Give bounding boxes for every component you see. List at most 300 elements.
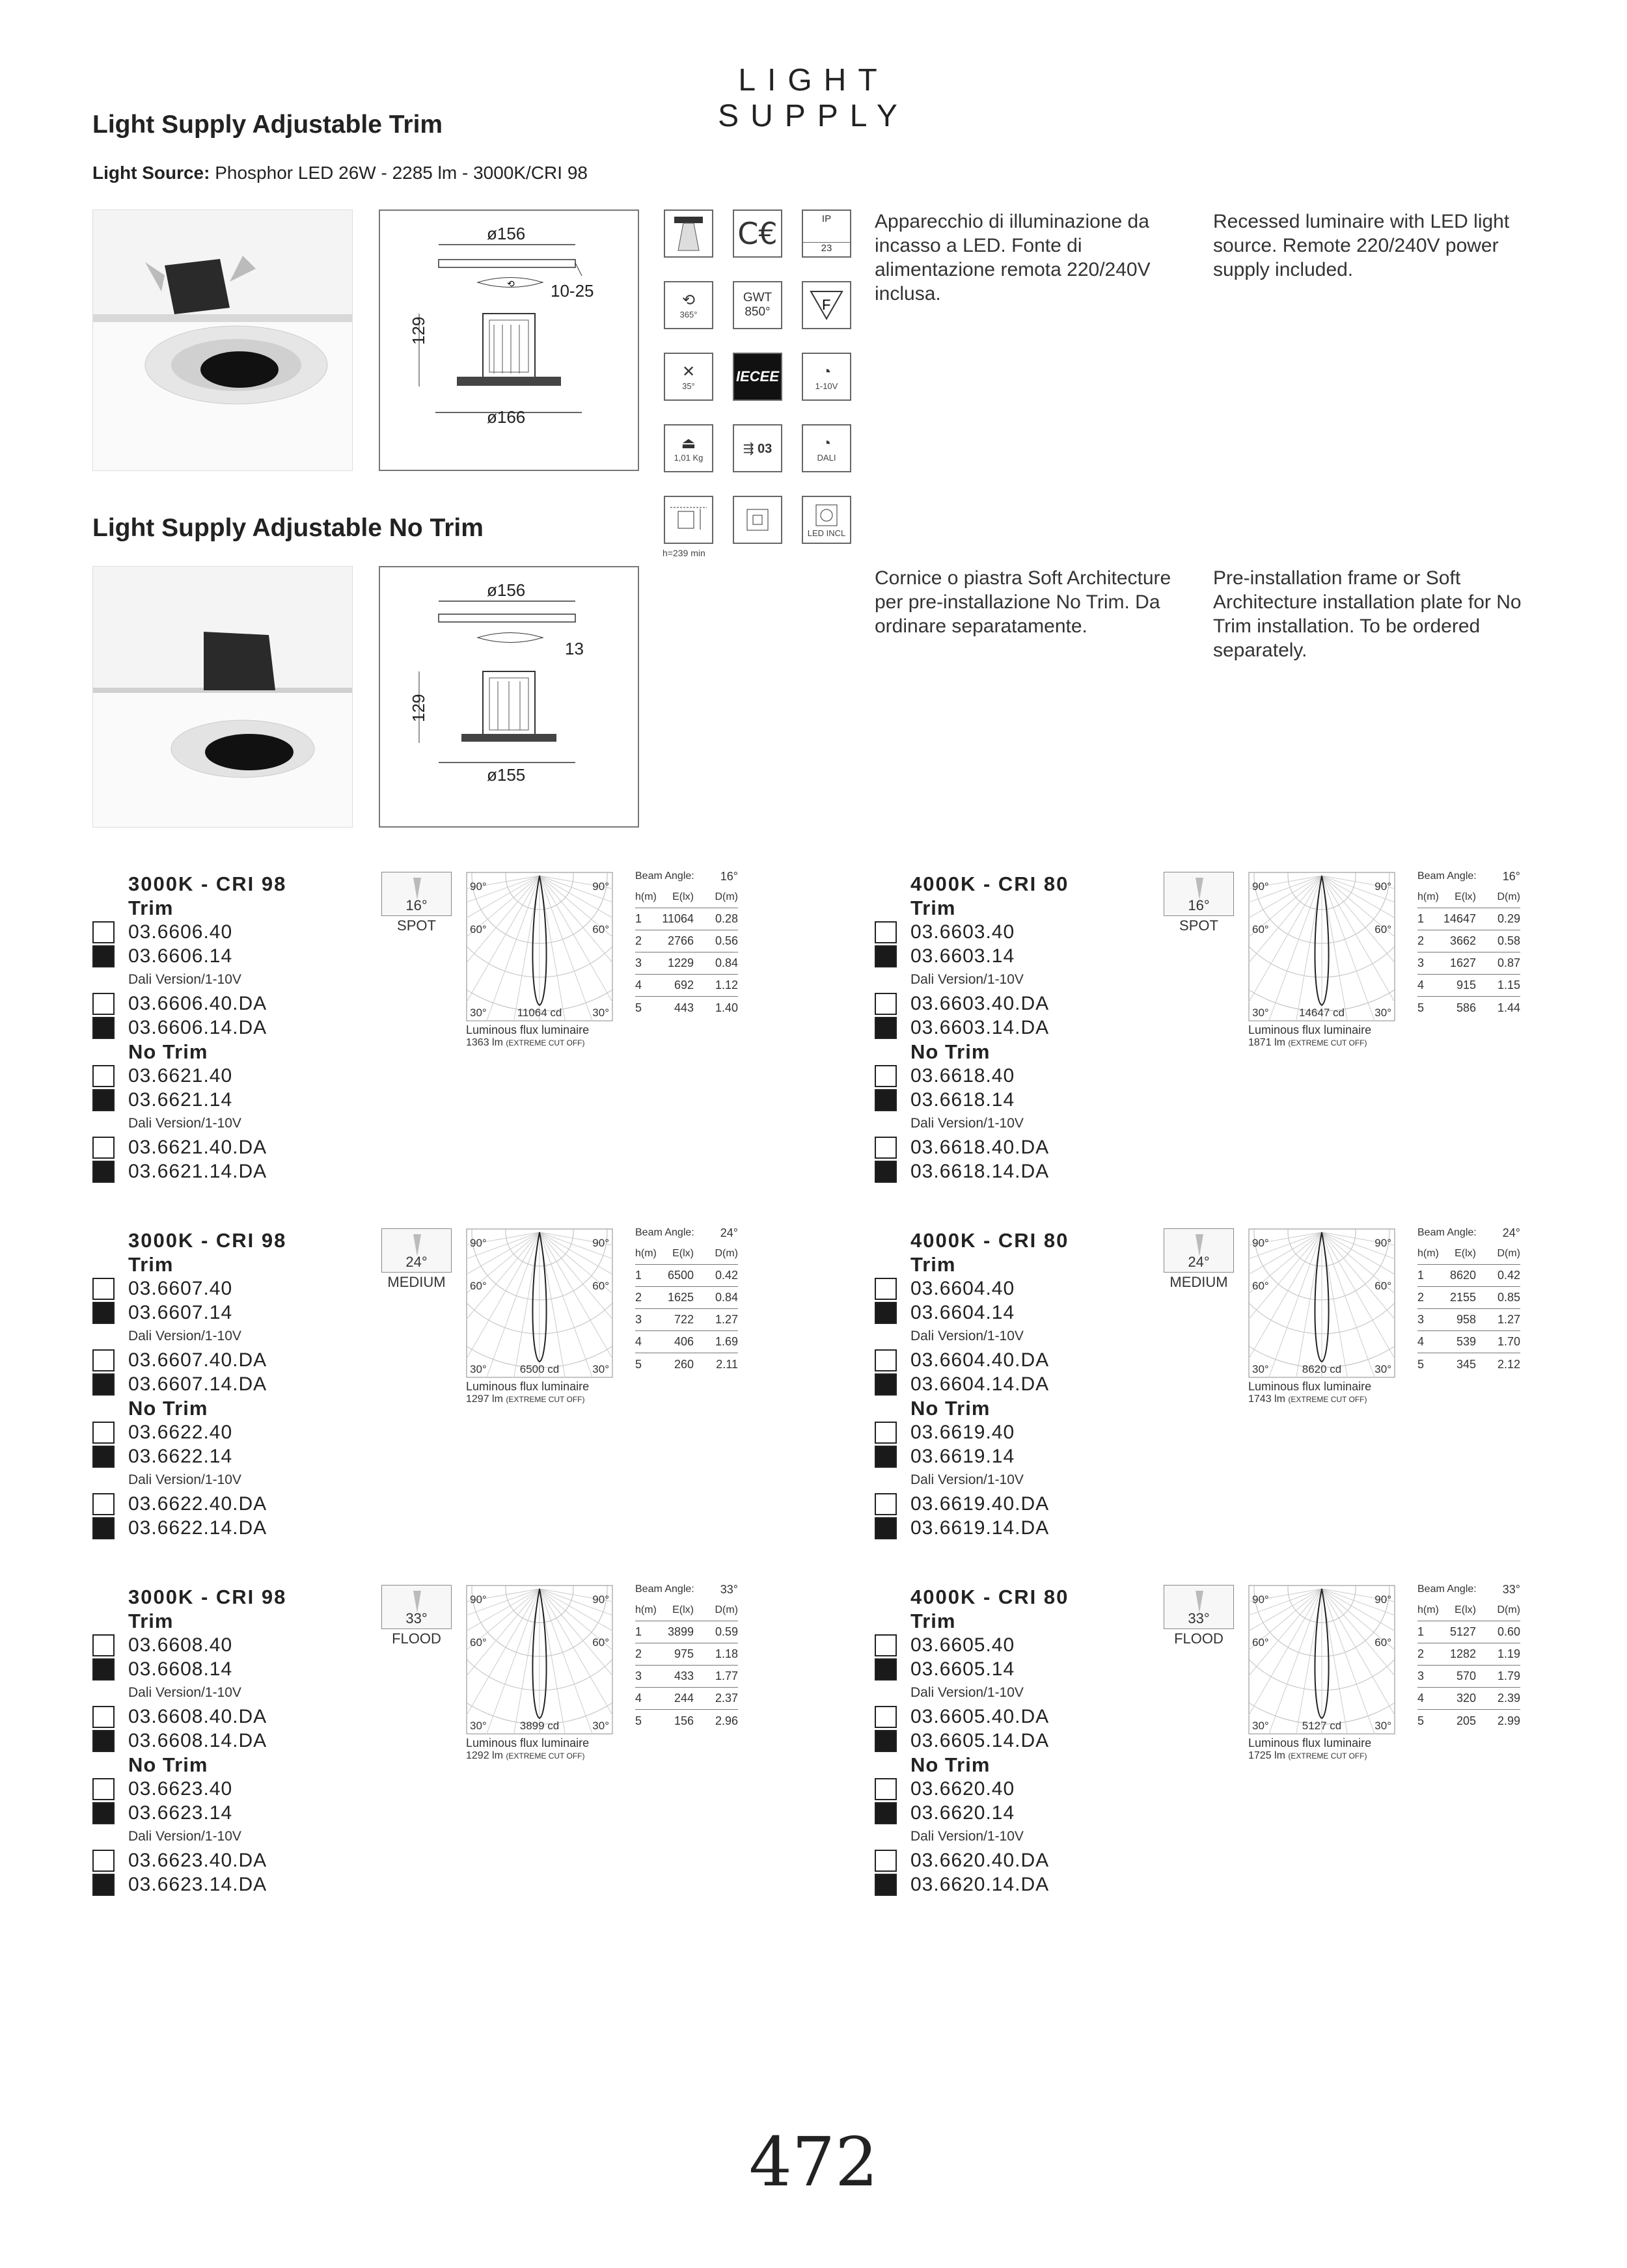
beam-cone-icon xyxy=(381,1228,452,1273)
table-row xyxy=(635,1353,738,1375)
product-code: 03.6618.40.DA xyxy=(910,1136,1050,1158)
table-cell: 4 xyxy=(1417,979,1425,992)
white-finish-swatch xyxy=(92,1278,115,1300)
svg-text:F: F xyxy=(822,297,831,313)
table-cell: 586 xyxy=(1456,1001,1476,1014)
table-cell: 2 xyxy=(1417,934,1425,947)
product-code-row[interactable] xyxy=(875,1444,1083,1468)
product-code-row[interactable] xyxy=(92,1444,301,1468)
beam-cone-icon xyxy=(1164,1585,1234,1629)
white-finish-swatch xyxy=(92,1634,115,1656)
beam-angle-label: Beam Angle: xyxy=(635,1584,694,1595)
white-finish-swatch xyxy=(92,1065,115,1087)
trim-dim-top: ø156 xyxy=(487,224,526,243)
polar-peak-label: 6500 cd xyxy=(519,1363,560,1375)
color-temp-heading: 4000K - CRI 80 xyxy=(910,872,1069,895)
polar-peak-label: 14647 cd xyxy=(1299,1006,1345,1019)
led-included-caption: LED INCL xyxy=(807,528,846,538)
polar-angle-label: 90° xyxy=(470,880,487,893)
white-finish-swatch xyxy=(92,1137,115,1159)
table-row xyxy=(1417,908,1520,930)
f-mark-icon xyxy=(802,281,851,329)
table-header-cell: h(m) xyxy=(1417,1247,1439,1259)
white-finish-swatch xyxy=(875,1278,897,1300)
photometric-table xyxy=(1417,867,1520,1019)
beam-angle: 33° xyxy=(405,1610,428,1627)
beam-angle-row xyxy=(635,1580,738,1599)
table-cell: 0.85 xyxy=(1497,1291,1520,1304)
black-finish-swatch xyxy=(92,1730,115,1752)
product-code-row[interactable] xyxy=(875,1135,1083,1159)
product-code-row[interactable] xyxy=(92,1420,301,1444)
table-cell: 1 xyxy=(635,912,642,925)
product-code: 03.6623.14 xyxy=(128,1802,233,1824)
product-code-row[interactable] xyxy=(92,1729,301,1753)
polar-angle-label: 30° xyxy=(1252,1720,1269,1732)
flux-value-line xyxy=(466,1394,613,1405)
product-code: 03.6603.40 xyxy=(910,921,1015,943)
black-finish-swatch xyxy=(92,945,115,967)
beam-angle: 24° xyxy=(405,1254,428,1270)
beam-type-label: SPOT xyxy=(397,917,436,934)
table-header-cell: E(lx) xyxy=(672,891,694,902)
product-code-row[interactable] xyxy=(92,1276,301,1301)
table-cell: 2.37 xyxy=(715,1692,738,1705)
black-finish-swatch xyxy=(875,1658,897,1681)
polar-chart xyxy=(466,1228,613,1405)
product-code-row[interactable] xyxy=(92,1348,301,1372)
product-code-row[interactable] xyxy=(875,944,1083,968)
table-cell: 0.59 xyxy=(715,1625,738,1638)
product-code-row[interactable] xyxy=(92,1492,301,1516)
flux-label: Luminous flux luminaire xyxy=(466,1380,590,1393)
table-row xyxy=(1417,1265,1520,1287)
table-cell: 1.18 xyxy=(715,1647,738,1660)
product-code-row[interactable] xyxy=(875,1492,1083,1516)
product-code-row[interactable] xyxy=(875,1777,1083,1801)
product-code: 03.6621.14 xyxy=(128,1088,233,1111)
table-cell: 958 xyxy=(1456,1313,1476,1326)
table-cell: 1.15 xyxy=(1497,979,1520,992)
polar-diagram xyxy=(466,1228,613,1378)
polar-angle-label: 90° xyxy=(592,1237,609,1249)
product-code: 03.6605.14.DA xyxy=(910,1729,1050,1751)
table-header-cell: E(lx) xyxy=(672,1604,694,1615)
table-cell: 1.79 xyxy=(1497,1669,1520,1682)
beam-angle: 24° xyxy=(1188,1254,1210,1270)
flux-value: 1363 lm xyxy=(466,1037,503,1048)
product-code: 03.6605.40.DA xyxy=(910,1705,1050,1727)
product-code-row[interactable] xyxy=(875,1633,1083,1657)
product-code-row[interactable] xyxy=(92,1064,301,1088)
product-code-block xyxy=(875,872,1083,1183)
product-code-row[interactable] xyxy=(92,1159,301,1183)
product-code: 03.6623.40.DA xyxy=(128,1849,267,1871)
product-code-row[interactable] xyxy=(92,1777,301,1801)
product-code-row[interactable] xyxy=(875,1016,1083,1040)
beam-angle-label: Beam Angle: xyxy=(1417,1227,1477,1238)
table-cell: 4 xyxy=(635,1335,642,1348)
trim-dim-height: 129 xyxy=(409,316,428,345)
flux-note: (EXTREME CUT OFF) xyxy=(1288,1395,1367,1404)
product-code-row[interactable] xyxy=(875,920,1083,944)
product-code-row[interactable] xyxy=(875,1801,1083,1825)
product-code-row[interactable] xyxy=(92,1705,301,1729)
white-finish-swatch xyxy=(92,1422,115,1444)
white-finish-swatch xyxy=(875,1850,897,1872)
product-code-row[interactable] xyxy=(875,1516,1083,1540)
table-header-cell: D(m) xyxy=(1497,891,1520,902)
table-cell: 2766 xyxy=(667,934,694,947)
light-source-label: Light Source: xyxy=(92,163,210,183)
tilt-icon: ✕ 35° xyxy=(664,353,713,401)
table-cell: 3 xyxy=(1417,1669,1425,1682)
dali-version-label: Dali Version/1-10V xyxy=(910,1472,1024,1487)
polar-peak-label: 5127 cd xyxy=(1302,1720,1342,1732)
notrim-label: No Trim xyxy=(128,1040,208,1063)
table-row xyxy=(635,930,738,952)
product-code: 03.6608.40.DA xyxy=(128,1705,267,1727)
trim-label: Trim xyxy=(128,1253,174,1276)
flux-label: Luminous flux luminaire xyxy=(1248,1380,1372,1393)
product-code-row[interactable] xyxy=(92,1135,301,1159)
product-code: 03.6606.14.DA xyxy=(128,1016,267,1038)
product-code-row[interactable] xyxy=(92,1372,301,1396)
polar-diagram xyxy=(1248,1585,1395,1735)
polar-angle-label: 30° xyxy=(1252,1363,1269,1375)
table-cell: 975 xyxy=(674,1647,694,1660)
black-finish-swatch xyxy=(875,1161,897,1183)
polar-chart xyxy=(1248,872,1395,1049)
product-code-row[interactable] xyxy=(875,1088,1083,1112)
product-code-row[interactable] xyxy=(92,1657,301,1681)
photometric-table xyxy=(1417,1580,1520,1732)
dimmable-icon: ◔ 1-10V xyxy=(802,353,851,401)
white-finish-swatch xyxy=(875,993,897,1015)
product-code: 03.6622.14.DA xyxy=(128,1517,267,1539)
table-cell: 2.99 xyxy=(1497,1714,1520,1727)
table-cell: 5 xyxy=(1417,1357,1425,1371)
table-header-cell: E(lx) xyxy=(672,1247,694,1259)
product-code: 03.6605.14 xyxy=(910,1658,1015,1680)
table-header-cell: E(lx) xyxy=(1455,1247,1476,1259)
table-cell: 1.44 xyxy=(1497,1001,1520,1014)
product-code-row[interactable] xyxy=(875,1348,1083,1372)
product-code: 03.6606.40.DA xyxy=(128,992,267,1014)
product-code: 03.6604.40.DA xyxy=(910,1349,1050,1371)
table-cell: 4 xyxy=(1417,1335,1425,1348)
table-row xyxy=(1417,975,1520,997)
product-code: 03.6619.40 xyxy=(910,1421,1015,1443)
table-row xyxy=(1417,1309,1520,1331)
flux-note: (EXTREME CUT OFF) xyxy=(1288,1038,1367,1047)
polar-angle-label: 60° xyxy=(470,923,487,936)
beam-cone-icon xyxy=(1164,872,1234,916)
notrim-label: No Trim xyxy=(128,1397,208,1420)
product-code: 03.6622.40.DA xyxy=(128,1492,267,1515)
product-code-row[interactable] xyxy=(92,1848,301,1872)
product-code-row[interactable] xyxy=(92,1801,301,1825)
beam-angle: 16° xyxy=(1188,897,1210,913)
polar-angle-label: 30° xyxy=(592,1006,609,1019)
notrim-description-en: Pre-installation frame or Soft Architecture installation plate for No Trim installation. To be ordered separately. xyxy=(1213,567,1522,661)
product-code-row[interactable] xyxy=(875,1372,1083,1396)
product-code-block xyxy=(875,1585,1083,1897)
product-code-row[interactable] xyxy=(875,1420,1083,1444)
product-code: 03.6607.40.DA xyxy=(128,1349,267,1371)
table-row xyxy=(635,1309,738,1331)
table-cell: 1.12 xyxy=(715,979,738,992)
gwt-label: GWT xyxy=(743,291,772,304)
flux-value-line xyxy=(466,1750,613,1762)
product-code-row[interactable] xyxy=(92,1872,301,1897)
product-code-row[interactable] xyxy=(875,992,1083,1016)
beam-angle-label: Beam Angle: xyxy=(1417,871,1477,882)
product-code-row[interactable] xyxy=(875,1729,1083,1753)
photometric-table xyxy=(1417,1223,1520,1375)
black-finish-swatch xyxy=(875,1517,897,1539)
table-header xyxy=(1417,1243,1520,1265)
table-cell: 3 xyxy=(635,1313,642,1326)
polar-angle-label: 60° xyxy=(592,1280,609,1292)
flux-value: 1292 lm xyxy=(466,1750,503,1761)
downlight-icon xyxy=(664,209,713,258)
beam-type-label: FLOOD xyxy=(1174,1630,1224,1647)
table-cell: 2.39 xyxy=(1497,1692,1520,1705)
table-cell: 5 xyxy=(1417,1001,1425,1014)
flux-value-line xyxy=(1248,1394,1395,1405)
table-cell: 345 xyxy=(1456,1357,1476,1371)
product-code: 03.6620.14 xyxy=(910,1802,1015,1824)
notrim-dim-side: 13 xyxy=(565,639,584,658)
color-temp-heading: 3000K - CRI 98 xyxy=(128,872,287,895)
polar-peak-label: 11064 cd xyxy=(517,1006,562,1019)
table-header-cell: h(m) xyxy=(635,1247,657,1259)
product-code: 03.6621.40.DA xyxy=(128,1136,267,1158)
black-finish-swatch xyxy=(92,1802,115,1824)
table-header-cell: D(m) xyxy=(1497,1247,1520,1259)
product-code: 03.6618.40 xyxy=(910,1064,1015,1087)
black-finish-swatch xyxy=(875,1302,897,1324)
flux-value: 1725 lm xyxy=(1248,1750,1285,1761)
table-cell: 722 xyxy=(674,1313,694,1326)
flux-label: Luminous flux luminaire xyxy=(466,1736,590,1749)
beam-cone-icon xyxy=(381,1585,452,1629)
polar-angle-label: 30° xyxy=(1374,1006,1391,1019)
trim-dim-bottom: ø166 xyxy=(487,407,526,427)
product-code-row[interactable] xyxy=(92,992,301,1016)
product-code-row[interactable] xyxy=(92,1301,301,1325)
polar-peak-label: 8620 cd xyxy=(1302,1363,1342,1375)
dali-caption: DALI xyxy=(817,452,836,463)
table-row xyxy=(635,1621,738,1643)
product-code-row[interactable] xyxy=(875,1872,1083,1897)
table-cell: 3 xyxy=(635,1669,642,1682)
beam-angle-value: 16° xyxy=(720,869,738,883)
flux-label: Luminous flux luminaire xyxy=(1248,1736,1372,1749)
table-cell: 1.40 xyxy=(715,1001,738,1014)
frame-square-icon xyxy=(733,496,782,544)
beam-cone-icon xyxy=(381,872,452,916)
product-code: 03.6623.40 xyxy=(128,1777,233,1800)
table-cell: 5 xyxy=(635,1357,642,1371)
flux-note: (EXTREME CUT OFF) xyxy=(506,1751,585,1761)
product-code-row[interactable] xyxy=(92,1633,301,1657)
polar-angle-label: 90° xyxy=(1252,880,1269,893)
polar-angle-label: 60° xyxy=(1252,1280,1269,1292)
table-row xyxy=(1417,930,1520,952)
rotation-icon: ⟲ 365° xyxy=(664,281,713,329)
table-row xyxy=(635,952,738,975)
table-cell: 3 xyxy=(1417,1313,1425,1326)
beam-type-label: SPOT xyxy=(1179,917,1218,934)
product-code-row[interactable] xyxy=(92,1016,301,1040)
polar-chart xyxy=(466,872,613,1049)
trim-label: Trim xyxy=(128,897,174,919)
product-code-row[interactable] xyxy=(875,1159,1083,1183)
flux-label: Luminous flux luminaire xyxy=(466,1023,590,1036)
white-finish-swatch xyxy=(875,1422,897,1444)
table-header-cell: h(m) xyxy=(1417,1604,1439,1615)
product-code: 03.6607.14.DA xyxy=(128,1373,267,1395)
beam-angle-label: Beam Angle: xyxy=(635,1227,694,1238)
trim-dim-side: 10-25 xyxy=(551,281,594,301)
table-header-cell: D(m) xyxy=(715,1604,738,1615)
table-cell: 406 xyxy=(674,1335,694,1348)
product-code: 03.6618.14 xyxy=(910,1088,1015,1111)
ip-label: IP xyxy=(821,213,832,224)
table-cell: 5 xyxy=(635,1714,642,1727)
black-finish-swatch xyxy=(92,1373,115,1396)
product-code: 03.6622.40 xyxy=(128,1421,233,1443)
photometric-table xyxy=(635,867,738,1019)
product-code-row[interactable] xyxy=(92,1516,301,1540)
white-finish-swatch xyxy=(875,1634,897,1656)
table-cell: 4 xyxy=(1417,1692,1425,1705)
table-row xyxy=(635,1688,738,1710)
table-cell: 2.96 xyxy=(715,1714,738,1727)
polar-angle-label: 30° xyxy=(592,1720,609,1732)
table-header-cell: E(lx) xyxy=(1455,1604,1476,1615)
table-cell: 3 xyxy=(635,956,642,969)
white-finish-swatch xyxy=(92,1706,115,1728)
table-row xyxy=(635,1666,738,1688)
table-cell: 1.27 xyxy=(1497,1313,1520,1326)
glow-wire-icon xyxy=(733,281,782,329)
iecee-icon xyxy=(733,353,782,401)
product-code-block xyxy=(875,1228,1083,1540)
polar-angle-label: 90° xyxy=(1252,1593,1269,1606)
polar-angle-label: 90° xyxy=(470,1237,487,1249)
beam-type-icon xyxy=(1164,1228,1234,1291)
table-header-cell: h(m) xyxy=(635,1604,657,1615)
white-finish-swatch xyxy=(92,921,115,943)
product-code-row[interactable] xyxy=(92,944,301,968)
polar-diagram xyxy=(466,872,613,1021)
table-cell: 1282 xyxy=(1449,1647,1476,1660)
trim-label: Trim xyxy=(128,1610,174,1632)
table-cell: 4 xyxy=(635,1692,642,1705)
beam-type-icon xyxy=(1164,872,1234,934)
polar-angle-label: 30° xyxy=(470,1006,487,1019)
black-finish-swatch xyxy=(92,1161,115,1183)
polar-angle-label: 60° xyxy=(1252,923,1269,936)
polar-angle-label: 90° xyxy=(1374,880,1391,893)
table-row xyxy=(1417,997,1520,1019)
beam-angle-row xyxy=(1417,1580,1520,1599)
ip-rating-icon xyxy=(802,209,851,258)
product-code-row[interactable] xyxy=(875,1705,1083,1729)
table-cell: 0.84 xyxy=(715,1291,738,1304)
black-finish-swatch xyxy=(92,1658,115,1681)
polar-angle-label: 60° xyxy=(470,1280,487,1292)
beam-angle-value: 16° xyxy=(1502,869,1520,883)
flux-value-line xyxy=(1248,1750,1395,1762)
table-cell: 1.77 xyxy=(715,1669,738,1682)
polar-diagram xyxy=(466,1585,613,1735)
product-code-row[interactable] xyxy=(875,1301,1083,1325)
product-code-row[interactable] xyxy=(875,1657,1083,1681)
flux-value: 1871 lm xyxy=(1248,1037,1285,1048)
polar-angle-label: 60° xyxy=(1252,1636,1269,1649)
product-code-row[interactable] xyxy=(875,1276,1083,1301)
notrim-title: Light Supply Adjustable No Trim xyxy=(92,514,484,542)
product-code: 03.6622.14 xyxy=(128,1445,233,1467)
product-code-row[interactable] xyxy=(875,1848,1083,1872)
white-finish-swatch xyxy=(92,993,115,1015)
product-code: 03.6603.14 xyxy=(910,945,1015,967)
trim-description-it: Apparecchio di illuminazione da incasso a LED. Fonte di alimentazione remota 220/240V inclusa. xyxy=(875,211,1151,304)
polar-angle-label: 30° xyxy=(470,1363,487,1375)
beam-cone-icon xyxy=(1164,1228,1234,1273)
table-row xyxy=(635,997,738,1019)
polar-angle-label: 90° xyxy=(470,1593,487,1606)
page-number: 472 xyxy=(748,2122,879,2202)
polar-diagram xyxy=(1248,872,1395,1021)
product-code-row[interactable] xyxy=(92,1088,301,1112)
table-row xyxy=(635,975,738,997)
polar-angle-label: 30° xyxy=(1374,1363,1391,1375)
product-code: 03.6606.14 xyxy=(128,945,233,967)
table-row xyxy=(635,1710,738,1732)
white-finish-swatch xyxy=(875,1778,897,1800)
product-code-row[interactable] xyxy=(92,920,301,944)
beam-angle-value: 33° xyxy=(1502,1582,1520,1596)
flux-value-line xyxy=(466,1037,613,1049)
polar-chart xyxy=(1248,1585,1395,1762)
trim-label: Trim xyxy=(910,897,956,919)
white-finish-swatch xyxy=(875,1349,897,1371)
recess-depth-caption: h=239 min xyxy=(663,548,705,558)
table-header-cell: D(m) xyxy=(715,891,738,902)
dali-version-label: Dali Version/1-10V xyxy=(128,972,241,987)
photometric-table xyxy=(635,1223,738,1375)
product-code: 03.6604.14 xyxy=(910,1301,1015,1323)
beam-angle: 33° xyxy=(1188,1610,1210,1627)
table-row xyxy=(1417,1688,1520,1710)
polar-angle-label: 60° xyxy=(470,1636,487,1649)
white-finish-swatch xyxy=(92,1349,115,1371)
dali-version-label: Dali Version/1-10V xyxy=(128,1829,241,1844)
table-cell: 0.42 xyxy=(1497,1269,1520,1282)
white-finish-swatch xyxy=(92,1778,115,1800)
polar-angle-label: 90° xyxy=(592,1593,609,1606)
polar-angle-label: 30° xyxy=(1252,1006,1269,1019)
product-code-row[interactable] xyxy=(875,1064,1083,1088)
table-header xyxy=(1417,1599,1520,1621)
dali-version-label: Dali Version/1-10V xyxy=(910,972,1024,987)
beam-angle-label: Beam Angle: xyxy=(1417,1584,1477,1595)
